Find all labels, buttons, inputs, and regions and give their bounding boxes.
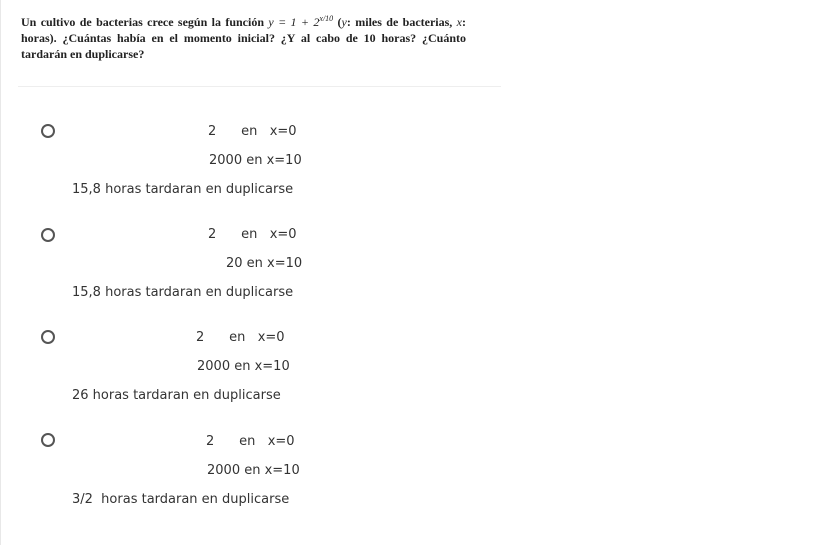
question-text-part: ( [333,15,342,29]
question-text [21,14,466,62]
option-3-radio[interactable] [41,330,55,344]
option-1-initial-value: 2 en x=0 [208,124,297,139]
question-text-part: : miles de bacterias, [346,15,457,29]
formula-base: y = 1 + 2 [268,15,320,29]
formula [268,15,333,29]
option-3-initial-value: 2 en x=0 [196,330,285,345]
option-2-initial-value: 2 en x=0 [208,227,297,242]
option-4-initial-value: 2 en x=0 [206,434,295,449]
variable-x: x [456,15,462,29]
question-text-part: Un cultivo de bacterias crece según la función [21,15,269,29]
option-1-value-at-10: 2000 en x=10 [209,153,302,168]
divider [18,86,501,87]
option-3-value-at-10: 2000 en x=10 [197,359,290,374]
option-2-radio[interactable] [41,228,55,242]
question-text-part: : horas). ¿Cuántas había en el momento inicial? ¿Y al cabo de 10 horas? ¿Cuánto tardarán en duplicarse? [21,15,466,61]
formula-exponent: x/10 [319,14,334,23]
option-4-value-at-10: 2000 en x=10 [207,463,300,478]
option-2-value-at-10: 20 en x=10 [226,256,303,271]
option-1-radio[interactable] [41,124,55,138]
option-3-doubling-time: 26 horas tardaran en duplicarse [72,388,281,403]
option-2-doubling-time: 15,8 horas tardaran en duplicarse [72,285,294,300]
option-4-radio[interactable] [41,433,55,447]
variable-y: y [341,15,347,29]
option-1-doubling-time: 15,8 horas tardaran en duplicarse [72,182,294,197]
option-4-doubling-time: 3/2 horas tardaran en duplicarse [72,492,290,507]
page-left-border [0,0,1,545]
